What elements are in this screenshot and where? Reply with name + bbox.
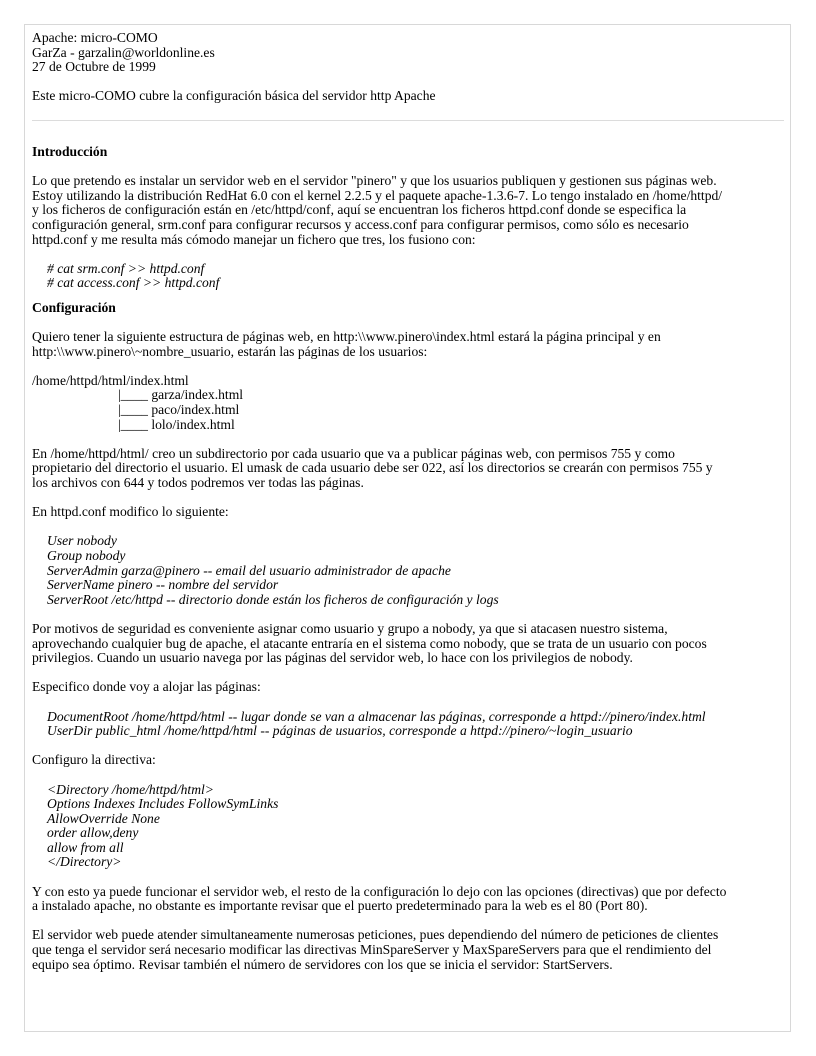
- directory-line: allow from all: [47, 839, 124, 855]
- tree-item: |____ garza/index.html: [118, 387, 244, 403]
- directory-line: Options Indexes Includes FollowSymLinks: [47, 796, 279, 812]
- directory-line: AllowOverride None: [47, 810, 160, 826]
- security-line: aprovechando cualquier bug de apache, el atacante entraría en el sistema como nobody, que se trata de un usuario con pocos: [32, 635, 707, 651]
- security-line: privilegios. Cuando un usuario navega por las páginas del servidor web, lo hace con los privilegios de nobody.: [32, 650, 633, 666]
- directory-intro: Configuro la directiva:: [32, 752, 156, 768]
- intro-line: httpd.conf y me resulta más cómodo manejar un fichero que tres, los fusiono con:: [32, 231, 476, 247]
- pages-intro: Especifico donde voy a alojar las páginas:: [32, 679, 261, 695]
- directory-line: <Directory /home/httpd/html>: [47, 781, 214, 797]
- intro-line: y los ficheros de configuración están en /etc/httpd/conf, aquí se encuentran los ficheros httpd.conf donde se especifica la: [32, 202, 687, 218]
- final-line: equipo sea óptimo. Revisar también el número de servidores con los que se inicia el servidor: StartServers.: [32, 956, 613, 972]
- security-line: Por motivos de seguridad es conveniente asignar como usuario y grupo a nobody, ya que si atacasen nuestro sistema,: [32, 620, 668, 636]
- tree-root: /home/httpd/html/index.html: [32, 372, 189, 388]
- doc-date: 27 de Octubre de 1999: [32, 59, 156, 75]
- intro-line: Estoy utilizando la distribución RedHat 6.0 con el kernel 2.2.5 y el paquete apache-1.3.6-7. Lo tengo instalado en /home/httpd/: [32, 187, 723, 203]
- directive-line: ServerName pinero -- nombre del servidor: [47, 577, 279, 593]
- dirs-line: En /home/httpd/html/ creo un subdirectorio por cada usuario que va a publicar páginas web, con permisos 755 y como: [32, 445, 675, 461]
- dirs-line: propietario del directorio el usuario. El umask de cada usuario debe ser 022, así los directorios se crearán con permisos 755 y: [32, 460, 713, 476]
- directive-line: ServerAdmin garza@pinero -- email del usuario administrador de apache: [47, 562, 451, 578]
- doc-author: GarZa - garzalin@worldonline.es: [32, 44, 215, 60]
- intro-line: Lo que pretendo es instalar un servidor web en el servidor "pinero" y que los usuarios publiquen y gestionen sus páginas web.: [32, 173, 717, 189]
- command-line: # cat access.conf >> httpd.conf: [47, 275, 220, 291]
- final-line: a instalado apache, no obstante es importante revisar que el puerto predeterminado para la web es el 80 (Port 80).: [32, 898, 648, 914]
- doc-summary: Este micro-COMO cubre la configuración básica del servidor http Apache: [32, 88, 436, 104]
- tree-item: |____ paco/index.html: [118, 402, 240, 418]
- doc-title: Apache: micro-COMO: [32, 30, 158, 45]
- directive-line: User nobody: [47, 533, 117, 549]
- intro-heading: Introducción: [32, 143, 108, 159]
- structure-line: Quiero tener la siguiente estructura de páginas web, en http:\\www.pinero\index.html estará la página principal y en: [32, 329, 661, 345]
- tree-item: |____ lolo/index.html: [118, 416, 235, 432]
- divider: [32, 120, 784, 121]
- directive-line: ServerRoot /etc/httpd -- directorio donde están los ficheros de configuración y logs: [47, 591, 499, 607]
- directory-line: order allow,deny: [47, 825, 139, 841]
- tree-branch: |____: [118, 402, 148, 418]
- config-heading: Configuración: [32, 299, 116, 315]
- modify-intro: En httpd.conf modifico lo siguiente:: [32, 504, 229, 520]
- final-line: El servidor web puede atender simultaneamente numerosas peticiones, pues dependiendo del número de peticiones de clientes: [32, 927, 719, 943]
- directive-line: Group nobody: [47, 548, 126, 563]
- tree-branch: |____: [118, 387, 148, 403]
- tree-branch: |____: [118, 416, 148, 432]
- command-line: # cat srm.conf >> httpd.conf: [47, 260, 205, 276]
- pages-directive: DocumentRoot /home/httpd/html -- lugar donde se van a almacenar las páginas, corresponde a httpd://pinero/index.html: [47, 708, 706, 724]
- pages-directive: UserDir public_html /home/httpd/html -- páginas de usuarios, corresponde a httpd://pinero/~login_usuario: [47, 723, 633, 739]
- document-body: [32, 31, 784, 972]
- intro-line: configuración general, srm.conf para configurar recursos y access.conf para configurar permisos, como sólo es necesario: [32, 216, 689, 232]
- final-line: Y con esto ya puede funcionar el servidor web, el resto de la configuración lo dejo con las opciones (directivas) que por defecto: [32, 883, 727, 899]
- directory-line: </Directory>: [47, 854, 122, 870]
- final-line: que tenga el servidor será necesario modificar las directivas MinSpareServer y MaxSpareServers para que el rendimiento del: [32, 942, 712, 958]
- structure-line: http:\\www.pinero\~nombre_usuario, estarán las páginas de los usuarios:: [32, 343, 428, 359]
- dirs-line: los archivos con 644 y todos podremos ver todas las páginas.: [32, 475, 364, 491]
